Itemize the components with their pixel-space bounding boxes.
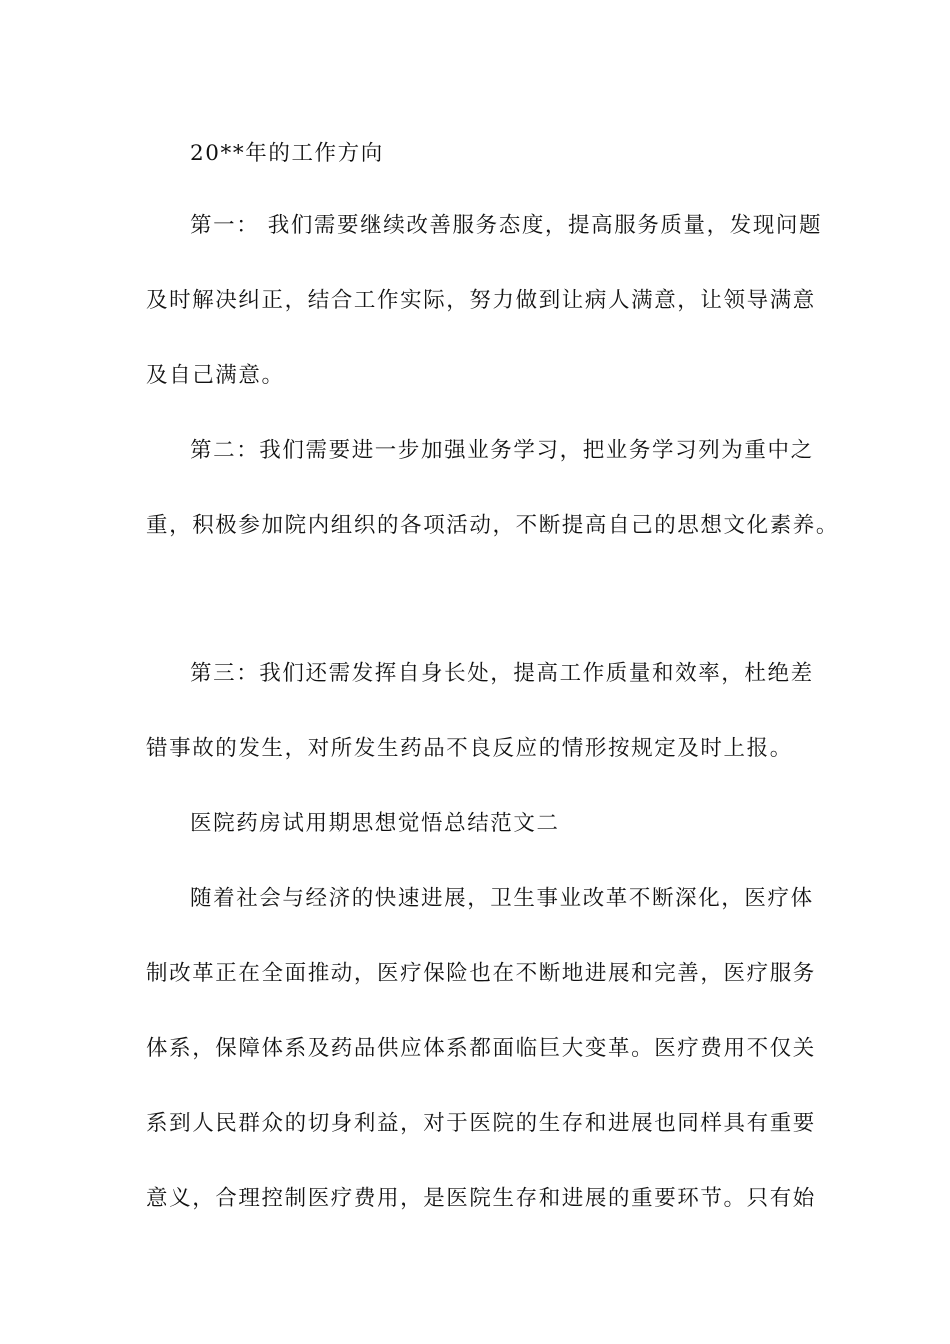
- paragraph-line: 体系，保障体系及药品供应体系都面临巨大变革。医疗费用不仅关: [146, 1036, 816, 1061]
- paragraph-line: 第三：我们还需发挥自身长处，提高工作质量和效率，杜绝差: [190, 661, 814, 686]
- paragraph-line: 及时解决纠正，结合工作实际，努力做到让病人满意，让领导满意: [146, 288, 816, 313]
- paragraph-line: 第一： 我们需要继续改善服务态度，提高服务质量，发现问题: [190, 213, 823, 238]
- paragraph-line: 制改革正在全面推动，医疗保险也在不断地进展和完善，医疗服务: [146, 961, 816, 986]
- paragraph-line: 系到人民群众的切身利益，对于医院的生存和进展也同样具有重要: [146, 1111, 816, 1136]
- section-heading-sample-two: 医院药房试用期思想觉悟总结范文二: [190, 811, 560, 836]
- paragraph-line: 错事故的发生，对所发生药品不良反应的情形按规定及时上报。: [146, 736, 793, 761]
- paragraph-line: 意义，合理控制医疗费用，是医院生存和进展的重要环节。只有始: [146, 1186, 816, 1211]
- paragraph-line: 及自己满意。: [146, 363, 285, 388]
- paragraph-line: 重，积极参加院内组织的各项活动，不断提高自己的思想文化素养。: [146, 513, 840, 538]
- paragraph-line: 第二：我们需要进一步加强业务学习，把业务学习列为重中之: [190, 438, 814, 463]
- paragraph-line: 随着社会与经济的快速进展，卫生事业改革不断深化，医疗体: [190, 886, 814, 911]
- section-heading-work-direction: 20**年的工作方向: [190, 141, 384, 166]
